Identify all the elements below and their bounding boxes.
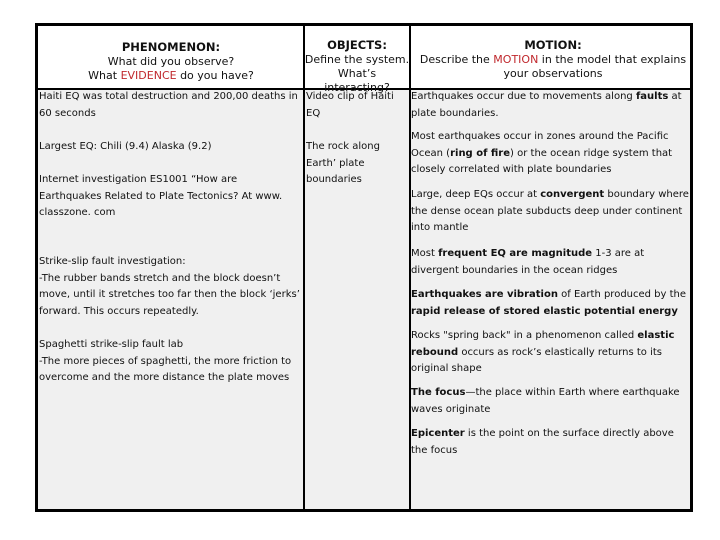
phenomenon-paragraph xyxy=(39,89,301,122)
text-segment: Haiti EQ was total destruction and 200,00 deaths in 60 seconds xyxy=(39,91,298,119)
objects-paragraph xyxy=(306,139,406,189)
objects-line1: Define the system. xyxy=(304,53,410,66)
text-segment: -The more pieces of spaghetti, the more friction to overcome and the more distance the plate moves xyxy=(39,355,292,383)
motion-title: MOTION: xyxy=(524,38,582,52)
text-segment: Most xyxy=(411,248,439,259)
bold-term: Earthquakes are vibration xyxy=(411,289,558,300)
phenomenon-paragraph xyxy=(39,254,301,320)
motion-paragraph xyxy=(411,328,693,378)
motion-paragraph xyxy=(411,187,693,237)
objects-paragraph xyxy=(306,89,406,122)
text-segment: The rock along Earth’ plate boundaries xyxy=(306,141,380,185)
phenomenon-q2-post: do you have? xyxy=(176,69,254,82)
phenomenon-question: What did you observe? xyxy=(107,55,235,68)
text-segment: Largest EQ: Chili (9.4) Alaska (9.2) xyxy=(39,141,212,152)
motion-paragraph xyxy=(411,426,693,459)
text-segment: Internet investigation ES1001 “How are Earthquakes Related to Plate Tectonics? At www. classzone. com xyxy=(39,174,283,218)
text-segment: of Earth produced by the xyxy=(557,289,687,300)
bold-term: ring of fire xyxy=(450,147,511,159)
text-segment: Video clip of Haiti EQ xyxy=(306,91,394,119)
motion-paragraph xyxy=(411,287,693,320)
objects-title: OBJECTS: xyxy=(327,38,387,52)
bold-term: frequent EQ are magnitude xyxy=(438,248,593,259)
motion-paragraph xyxy=(411,129,693,179)
observation-table xyxy=(35,23,693,512)
text-segment: Strike-slip fault investigation: xyxy=(39,256,186,267)
phenomenon-paragraph xyxy=(39,139,301,156)
text-segment: -The rubber bands stretch and the block doesn’t move, until it stretches too far then the block ‘jerks’ forward. This occurs repeatedly. xyxy=(39,272,300,317)
text-segment: Rocks "spring back" in a phenomenon called xyxy=(411,330,638,341)
phenomenon-paragraph xyxy=(39,172,301,222)
bold-term: Epicenter xyxy=(411,428,465,439)
text-segment: is the point on the surface directly above the focus xyxy=(411,428,674,456)
bold-term: convergent xyxy=(540,189,605,200)
motion-paragraph xyxy=(411,385,693,418)
phenomenon-title: PHENOMENON: xyxy=(121,40,221,54)
header-motion xyxy=(412,38,694,81)
phenomenon-paragraph xyxy=(39,337,301,387)
text-segment: occurs as rock’s elastically returns to its original shape xyxy=(411,346,662,374)
text-segment: 1-3 are at divergent boundaries in the ocean ridges xyxy=(411,248,645,276)
text-segment: Spaghetti strike-slip fault lab xyxy=(39,339,184,350)
evidence-highlight: EVIDENCE xyxy=(120,69,177,82)
table-header-row xyxy=(38,26,690,94)
motion-paragraph xyxy=(411,89,693,122)
phenomenon-q2-pre: What xyxy=(88,69,121,82)
header-objects xyxy=(304,38,410,95)
bold-term: faults xyxy=(635,91,669,102)
text-segment: at plate boundaries. xyxy=(411,91,682,119)
motion-line1-post: in the model that explains xyxy=(538,53,687,66)
text-segment: Earthquakes occur due to movements along xyxy=(411,91,636,102)
motion-line1-pre: Describe the xyxy=(419,53,494,66)
text-segment: ) or the ocean ridge system that closely correlated with plate boundaries xyxy=(411,147,673,175)
bold-term: The focus xyxy=(411,387,466,398)
motion-paragraph xyxy=(411,246,693,279)
text-segment: —the place within Earth where earthquake waves originate xyxy=(411,387,680,415)
header-phenomenon xyxy=(38,40,304,83)
objects-line2: What’s interacting? xyxy=(324,67,390,94)
bold-term: elastic rebound xyxy=(411,330,675,358)
bold-term: rapid release of stored elastic potential energy xyxy=(411,305,678,317)
text-segment: Most earthquakes occur in zones around the Pacific Ocean ( xyxy=(411,131,669,159)
text-segment: boundary where the dense ocean plate subducts deep under continent into mantle xyxy=(411,189,689,233)
motion-highlight: MOTION xyxy=(493,53,539,66)
motion-line2: your observations xyxy=(503,67,603,80)
text-segment: Large, deep EQs occur at xyxy=(411,189,541,200)
column-divider xyxy=(303,26,305,509)
